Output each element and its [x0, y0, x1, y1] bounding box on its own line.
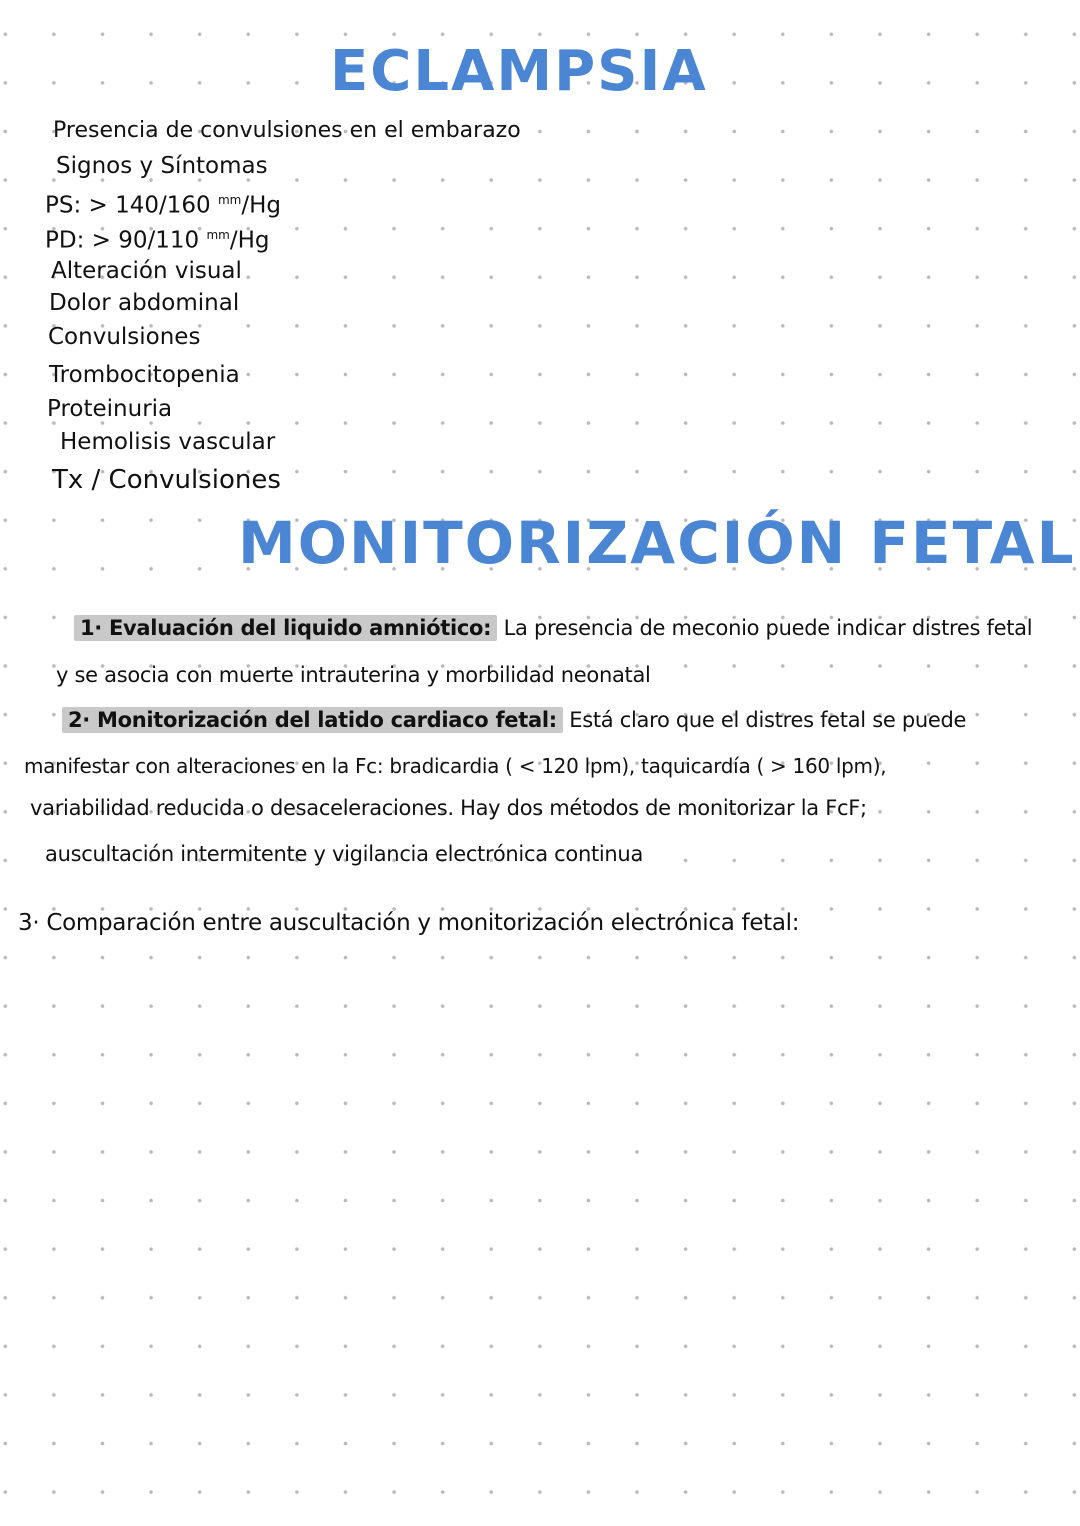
title-eclampsia: ECLAMPSIA — [330, 39, 708, 104]
pd-value — [45, 229, 270, 253]
section-1-line2: y se asocia con muerte intrauterina y morbilidad neonatal — [56, 663, 651, 687]
section-2-line2: manifestar con alteraciones en la Fc: bradicardia ( < 120 lpm), taquicardía ( > 160 lpm), — [24, 754, 887, 778]
unit-mm: mm — [206, 228, 230, 242]
section-2-text: Está claro que el distres fetal se puede — [569, 708, 967, 732]
eclampsia-intro: Presencia de convulsiones en el embarazo — [53, 118, 521, 143]
ps-label: PS: > 140/160 — [45, 192, 211, 219]
section-1-line — [74, 618, 1032, 639]
list-item: Dolor abdominal — [49, 290, 240, 316]
section-2-line3: variabilidad reducida o desaceleraciones. Hay dos métodos de monitorizar la FcF; — [30, 796, 867, 820]
unit-hg: /Hg — [229, 227, 270, 254]
section-2-label: 2· Monitorización del latido cardiaco fetal: — [62, 707, 563, 733]
unit-hg: /Hg — [241, 192, 282, 219]
signs-subtitle: Signos y Síntomas — [56, 153, 268, 179]
section-2-line4: auscultación intermitente y vigilancia electrónica continua — [45, 842, 644, 866]
section-1-label: 1· Evaluación del liquido amniótico: — [74, 615, 497, 641]
section-3-heading: 3· Comparación entre auscultación y monitorización electrónica fetal: — [18, 910, 800, 936]
list-item: Trombocitopenia — [49, 362, 240, 388]
list-item: Hemolisis vascular — [60, 429, 276, 455]
list-item: Alteración visual — [51, 258, 242, 284]
pd-label: PD: > 90/110 — [45, 227, 200, 254]
list-item: Proteinuria — [47, 396, 173, 422]
section-1-text: La presencia de meconio puede indicar distres fetal — [503, 616, 1033, 640]
section-2-line — [62, 710, 966, 731]
unit-mm: mm — [217, 193, 242, 207]
list-item: Tx / Convulsiones — [52, 465, 281, 495]
title-monitorizacion: MONITORIZACIÓN FETAL — [238, 509, 1076, 577]
list-item: Convulsiones — [48, 324, 201, 350]
ps-value — [45, 194, 281, 218]
